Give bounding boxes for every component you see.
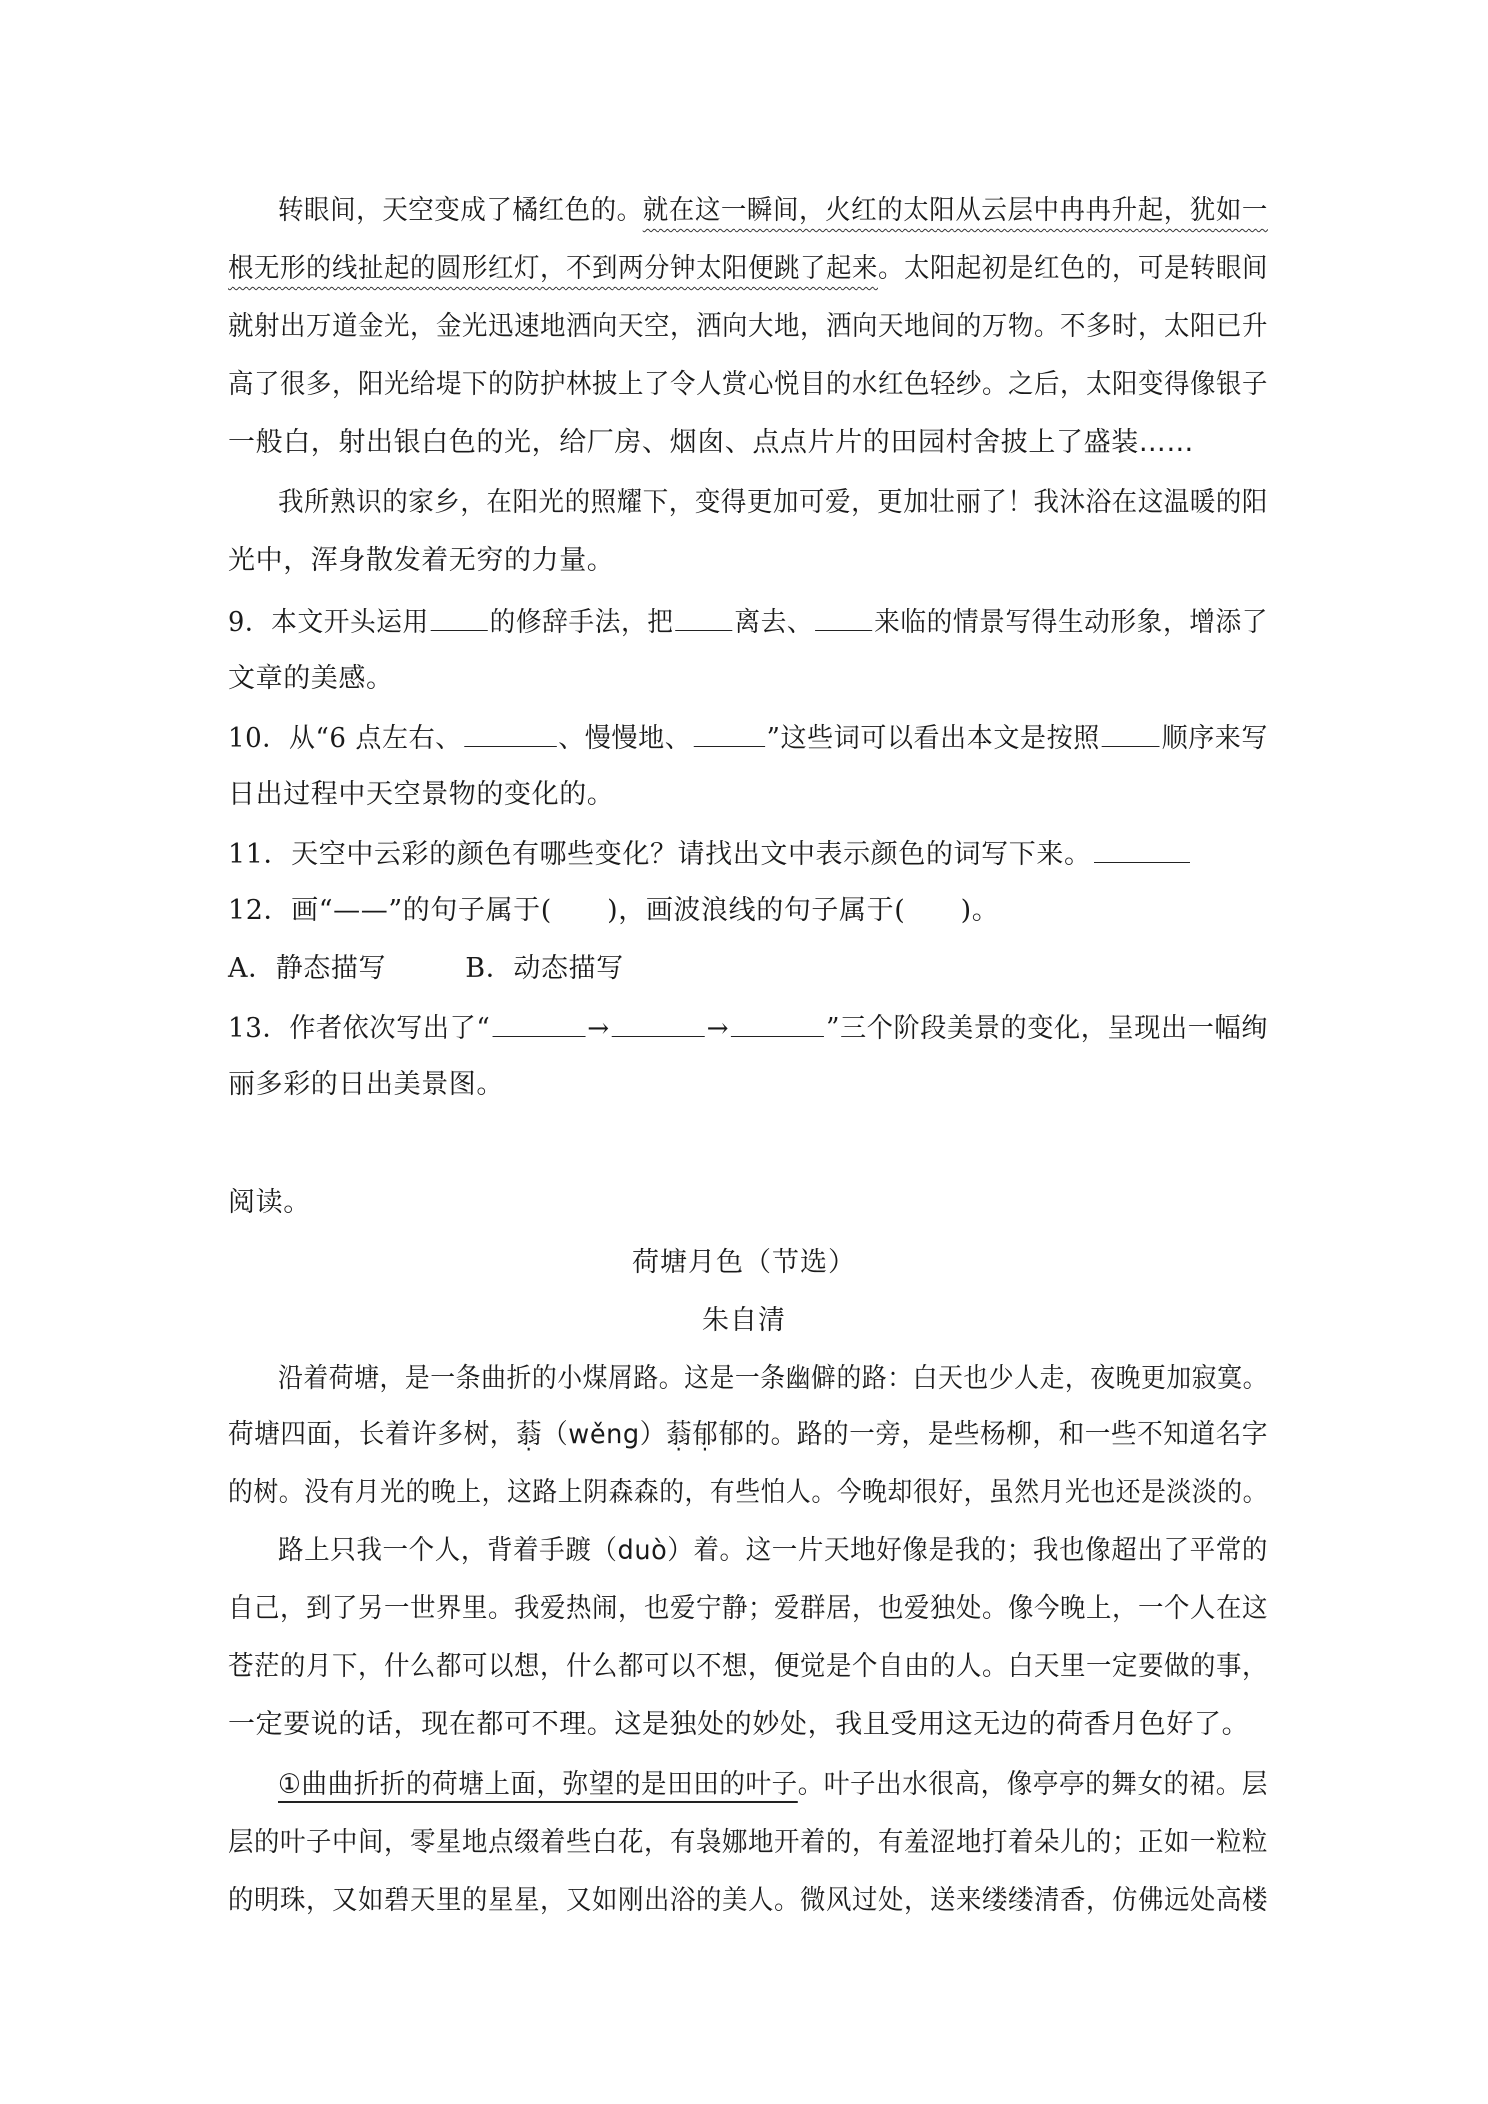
answer-blank[interactable]	[693, 720, 764, 747]
passage1-line-2: 根无形的线扯起的圆形红灯，不到两分钟太阳便跳了起来。太阳起初是红色的，可是转眼间	[228, 253, 1268, 284]
wavy-underlined-sentence-cont: 根无形的线扯起的圆形红灯，不到两分钟太阳便跳了起来	[228, 253, 878, 284]
passage1-line-5: 一般白，射出银白色的光，给厂房、烟囱、点点片片的田园村舍披上了盛装……	[228, 427, 1194, 458]
passage1-p2-line-1: 我所熟识的家乡，在阳光的照耀下，变得更加可爱，更加壮丽了！我沐浴在这温暖的阳	[278, 487, 1268, 518]
reading-instruction: 阅读。	[228, 1187, 311, 1218]
passage1-line-4: 高了很多，阳光给堤下的防护林披上了令人赏心悦目的水红色轻纱。之后，太阳变得像银子	[228, 369, 1268, 400]
answer-blank[interactable]	[815, 604, 872, 631]
question-10-cont: 日出过程中天空景物的变化的。	[228, 779, 615, 810]
wavy-underlined-sentence: 就在这一瞬间，火红的太阳从云层中冉冉升起，犹如一	[642, 195, 1268, 226]
question-13-cont: 丽多彩的日出美景图。	[228, 1069, 504, 1100]
passage2-p3-line-3: 的明珠，又如碧天里的星星，又如刚出浴的美人。微风过处，送来缕缕清香，仿佛远处高楼	[228, 1885, 1268, 1916]
dotted-char: 郁	[692, 1419, 719, 1450]
passage2-p3-line-2: 层的叶子中间，零星地点缀着些白花，有袅娜地开着的，有羞涩地打着朵儿的；正如一粒粒	[228, 1827, 1268, 1858]
passage2-p1-line-3: 的树。没有月光的晚上，这路上阴森森的，有些怕人。今晚却很好，虽然月光也还是淡淡的。	[228, 1477, 1268, 1508]
passage-author: 朱自清	[702, 1305, 786, 1336]
arrow-icon: →	[706, 1013, 730, 1044]
dotted-chars	[666, 1419, 745, 1450]
question-12-options	[228, 952, 624, 986]
passage1-line-1: 转眼间，天空变成了橘红色的。就在这一瞬间，火红的太阳从云层中冉冉升起，犹如一	[278, 195, 1268, 226]
passage-title: 荷塘月色（节选）	[632, 1247, 856, 1278]
option-b[interactable]: B．动态描写	[465, 953, 624, 984]
passage2-p2-line-2: 自己，到了另一世界里。我爱热闹，也爱宁静；爱群居，也爱独处。像今晚上，一个人在这	[228, 1593, 1268, 1624]
passage2-p2-line-1: 路上只我一个人，背着手踱（duò）着。这一片天地好像是我的；我也像超出了平常的	[278, 1535, 1268, 1566]
question-10: 10．从“6 点左右、 、慢慢地、 ”这些词可以看出本文是按照 顺序来写	[228, 720, 1268, 756]
passage2-p1-line-2: 荷塘四面，长着许多树，蓊（wěng）蓊郁郁的。路的一旁，是些杨柳，和一些不知道名字	[228, 1419, 1269, 1450]
answer-blank[interactable]	[492, 1010, 585, 1037]
question-13: 13．作者依次写出了“ → → ”三个阶段美景的变化，呈现出一幅绚	[228, 1010, 1268, 1046]
answer-blank[interactable]	[612, 1010, 705, 1037]
answer-blank[interactable]	[431, 604, 488, 631]
question-12: 12．画“——”的句子属于( )，画波浪线的句子属于( )。	[228, 895, 1000, 926]
arrow-icon: →	[587, 1013, 610, 1044]
solid-underlined-sentence: ①曲曲折折的荷塘上面，弥望的是田田的叶子	[278, 1769, 798, 1800]
answer-blank[interactable]	[731, 1010, 824, 1037]
option-a[interactable]: A．静态描写	[228, 953, 387, 984]
answer-blank[interactable]	[464, 720, 557, 747]
question-9: 9．本文开头运用 的修辞手法，把 离去、 来临的情景写得生动形象，增添了	[228, 604, 1268, 640]
answer-blank[interactable]	[1094, 836, 1190, 863]
question-9-cont: 文章的美感。	[228, 663, 394, 694]
question-11: 11．天空中云彩的颜色有哪些变化？请找出文中表示颜色的词写下来。	[228, 836, 1192, 872]
passage2-p3-line-1: ①曲曲折折的荷塘上面，弥望的是田田的叶子。叶子出水很高，像亭亭的舞女的裙。层	[278, 1769, 1268, 1800]
passage2-p2-line-3: 苍茫的月下，什么都可以想，什么都可以不想，便觉是个自由的人。白天里一定要做的事，	[228, 1651, 1268, 1682]
passage2-p2-line-4: 一定要说的话，现在都可不理。这是独处的妙处，我且受用这无边的荷香月色好了。	[228, 1709, 1250, 1740]
answer-blank[interactable]	[675, 604, 732, 631]
dotted-char: 蓊	[665, 1419, 693, 1450]
passage1-p2-line-2: 光中，浑身散发着无穷的力量。	[228, 545, 615, 576]
passage1-line-3: 就射出万道金光，金光迅速地洒向天空，洒向大地，洒向天地间的万物。不多时，太阳已升	[228, 311, 1268, 342]
dotted-char: 蓊	[515, 1419, 543, 1450]
answer-blank[interactable]	[1102, 720, 1160, 747]
dotted-char: 郁	[718, 1419, 745, 1450]
passage2-p1-line-1: 沿着荷塘，是一条曲折的小煤屑路。这是一条幽僻的路：白天也少人走，夜晚更加寂寞。	[278, 1363, 1268, 1394]
